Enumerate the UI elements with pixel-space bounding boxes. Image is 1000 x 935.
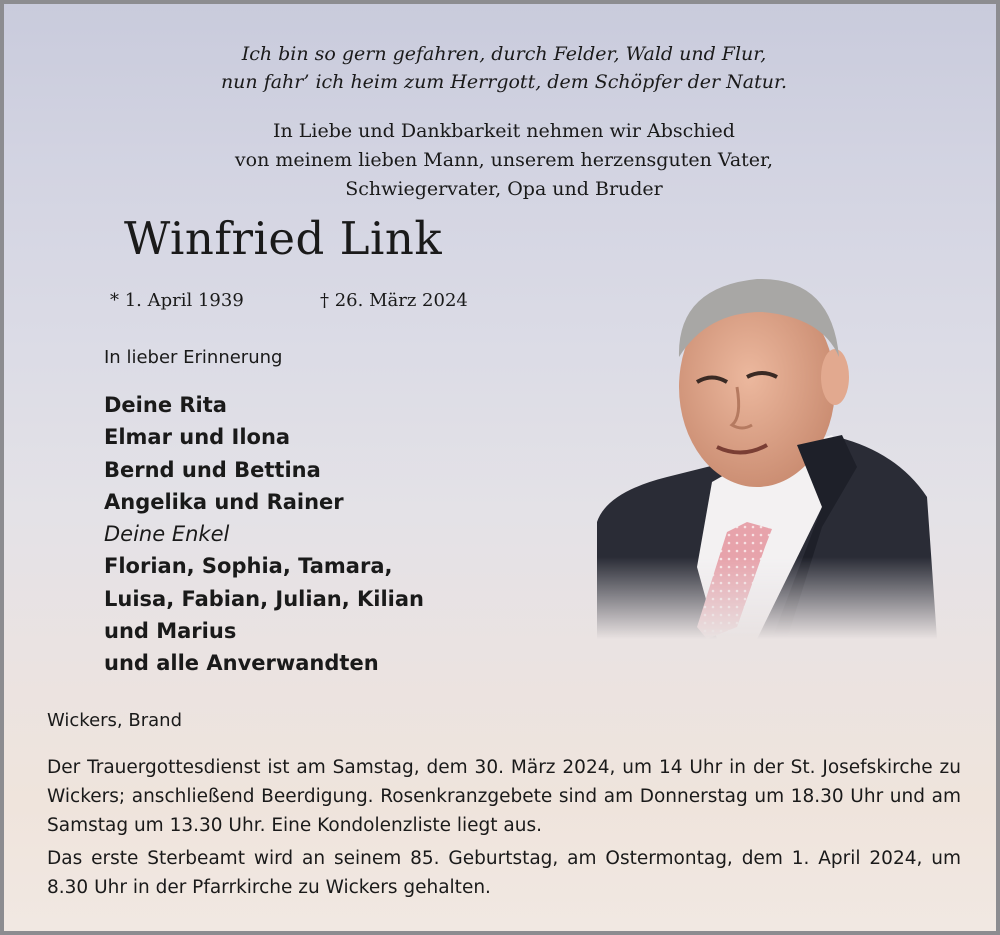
family-closing: und alle Anverwandten [104,651,379,676]
poem-line-1: Ich bin so gern gefahren, durch Felder, Wald und Flur, [241,43,767,65]
grandchildren-label: Deine Enkel [104,522,230,547]
birth-date: * 1. April 1939 [110,290,244,311]
grandchildren-line: und Marius [104,619,237,644]
family-line: Elmar und Ilona [104,425,291,450]
place: Wickers, Brand [47,710,182,731]
intro-line-1: In Liebe und Dankbarkeit nehmen wir Abschied [273,120,735,142]
intro-line-3: Schwiegervater, Opa und Bruder [345,178,663,200]
family-line: Bernd und Bettina [104,457,321,482]
service-info [47,753,961,902]
family-line: Angelika und Rainer [104,489,344,514]
grandchildren-line: Luisa, Fabian, Julian, Kilian [104,586,424,611]
poem-line-2: nun fahr’ ich heim zum Herrgott, dem Schöpfer der Natur. [220,71,788,93]
intro-text [4,117,1000,204]
intro-line-2: von meinem lieben Mann, unserem herzensguten Vater, [234,149,774,171]
service-paragraph-2: Das erste Sterbeamt wird an seinem 85. Geburtstag, am Ostermontag, dem 1. April 2024, um 8.30 Uhr in der Pfarrkirche zu Wickers gehalten. [47,848,961,898]
portrait-photo [597,267,937,639]
death-date: † 26. März 2024 [320,290,468,311]
poem [4,40,1000,96]
memory-label: In lieber Erinnerung [104,347,283,368]
portrait-icon [597,267,937,639]
family-line: Deine Rita [104,393,227,417]
grandchildren-line: Florian, Sophia, Tamara, [104,554,393,579]
service-paragraph-1: Der Trauergottesdienst ist am Samstag, dem 30. März 2024, um 14 Uhr in der St. Josefskirche zu Wickers; anschließend Beerdigung. Rosenkranzgebete sind am Donnerstag um 18.30 Uhr und am Samstag um 13.30 Uhr. Eine Kondolenzliste liegt aus. [47,757,961,836]
deceased-name: Winfried Link [124,212,443,265]
family-list [104,389,424,680]
